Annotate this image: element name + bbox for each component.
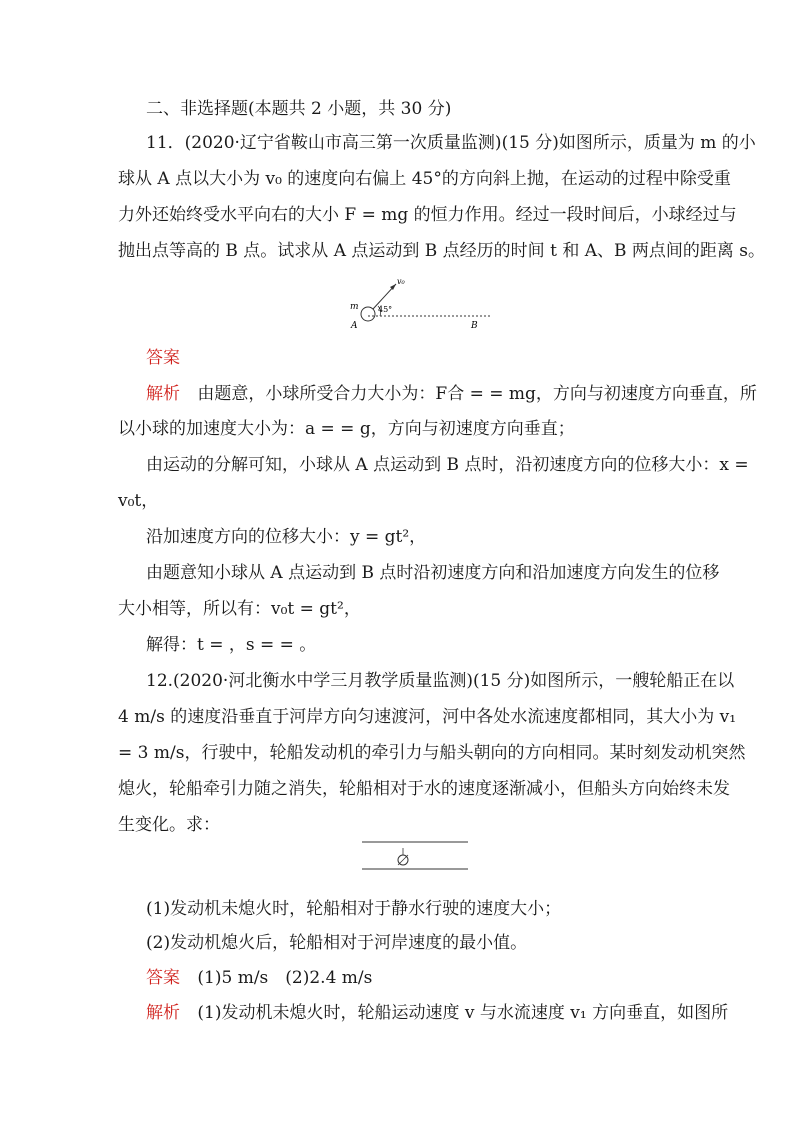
q11-line-4: 抛出点等高的 B 点。试求从 A 点运动到 B 点经历的时间 t 和 A、B 两点间的距离 s。 bbox=[118, 241, 766, 261]
q11-line-1: 11．(2020·辽宁省鞍山市高三第一次质量监测)(15 分)如图所示，质量为 m 的小 bbox=[146, 133, 756, 153]
q11-analysis-text-1: 由题意，小球所受合力大小为：F合 = = mg，方向与初速度方向垂直，所 bbox=[197, 384, 757, 404]
river-boat-figure bbox=[362, 836, 468, 876]
q11-analysis-line-8: 解得：t = ，s = = 。 bbox=[146, 635, 317, 655]
label-angle: 45° bbox=[378, 305, 393, 314]
q11-analysis-line-7: 大小相等，所以有：v₀t = gt²， bbox=[118, 599, 361, 619]
section-title: 二、非选择题(本题共 2 小题，共 30 分) bbox=[146, 99, 452, 119]
q11-analysis-line-3: 由运动的分解可知，小球从 A 点运动到 B 点时，沿初速度方向的位移大小：x = bbox=[146, 455, 749, 475]
label-B: B bbox=[471, 321, 478, 331]
q12-line-2: 4 m/s 的速度沿垂直于河岸方向匀速渡河，河中各处水流速度都相同，其大小为 v₁ bbox=[118, 707, 737, 727]
q11-analysis-line-4: v₀t， bbox=[118, 491, 159, 511]
q12-sub-question-2: (2)发动机熄火后，轮船相对于河岸速度的最小值。 bbox=[146, 933, 528, 953]
label-v0: v₀ bbox=[397, 277, 405, 286]
q11-line-2: 球从 A 点以大小为 v₀ 的速度向右偏上 45°的方向斜上抛，在运动的过程中除受重 bbox=[118, 169, 731, 189]
q11-analysis-line-2: 以小球的加速度大小为：a = = g，方向与初速度方向垂直； bbox=[118, 419, 575, 439]
q12-analysis-label: 解析 bbox=[146, 1003, 180, 1023]
label-A: A bbox=[351, 321, 358, 331]
q12-answer-line bbox=[146, 967, 372, 989]
q12-answer-label: 答案 bbox=[146, 968, 180, 988]
ball bbox=[361, 307, 375, 321]
q11-analysis-line-6: 由题意知小球从 A 点运动到 B 点时沿初速度方向和沿加速度方向发生的位移 bbox=[146, 563, 720, 583]
q11-analysis-label: 解析 bbox=[146, 384, 180, 404]
q12-line-4: 熄火，轮船牵引力随之消失，轮船相对于水的速度逐渐减小，但船头方向始终未发 bbox=[118, 779, 730, 799]
q11-analysis-line-1 bbox=[146, 383, 757, 405]
q12-line-1: 12.(2020·河北衡水中学三月教学质量监测)(15 分)如图所示，一艘轮船正在以 bbox=[146, 671, 735, 691]
q11-line-3: 力外还始终受水平向右的大小 F = mg 的恒力作用。经过一段时间后，小球经过与 bbox=[118, 205, 737, 225]
projectile-figure bbox=[340, 272, 500, 336]
q11-analysis-line-5: 沿加速度方向的位移大小：y = gt²， bbox=[146, 527, 427, 547]
q12-line-5: 生变化。求： bbox=[118, 815, 220, 835]
q12-line-3: = 3 m/s，行驶中，轮船发动机的牵引力与船头朝向的方向相同。某时刻发动机突然 bbox=[118, 743, 746, 763]
q12-analysis-text: (1)发动机未熄火时，轮船运动速度 v 与水流速度 v₁ 方向垂直，如图所 bbox=[197, 1003, 729, 1023]
label-m: m bbox=[350, 302, 359, 312]
q12-analysis-line bbox=[146, 1002, 728, 1024]
q11-answer-label: 答案 bbox=[146, 348, 180, 368]
q12-sub-question-1: (1)发动机未熄火时，轮船相对于静水行驶的速度大小； bbox=[146, 899, 562, 919]
q12-answer-text: (1)5 m/s (2)2.4 m/s bbox=[197, 968, 373, 988]
